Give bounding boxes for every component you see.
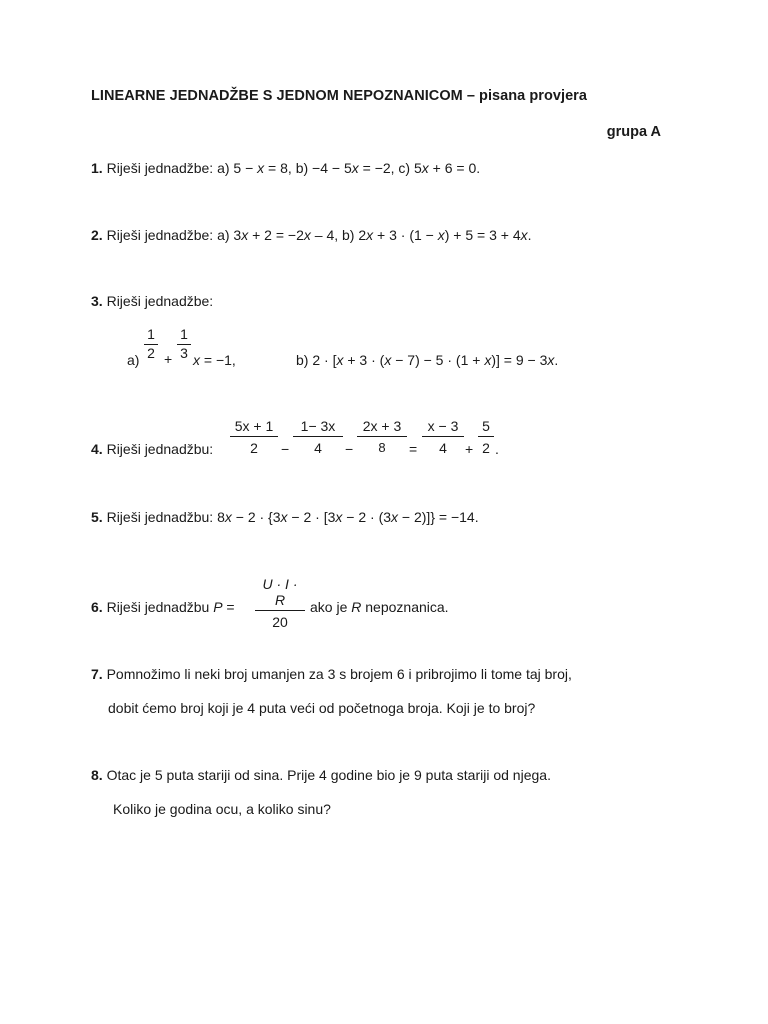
page-title: LINEARNE JEDNADŽBE S JEDNOM NEPOZNANICOM – pisana provjera xyxy=(91,88,587,104)
task-text: Otac je 5 puta stariji od sina. Prije 4 godine bio je 9 puta stariji od njega. xyxy=(106,767,551,783)
task-text: − 2 · [3 xyxy=(287,509,336,525)
fraction-denominator: 20 xyxy=(272,614,288,630)
task-text: = −1, xyxy=(200,352,236,368)
task-8-line-1 xyxy=(91,767,551,783)
task-text: ) + 5 = 3 + 4 xyxy=(444,227,521,243)
task-text: − 2)]} = −14. xyxy=(398,509,479,525)
variable: x xyxy=(303,227,311,243)
fraction-numerator: U · I · R xyxy=(262,576,298,608)
task-7-line-2: dobit ćemo broj koji je 4 puta veći od početnoga broja. Koji je to broj? xyxy=(108,700,536,716)
fraction-denominator: 2 xyxy=(147,345,155,361)
task-3 xyxy=(91,293,213,309)
task-6-rest xyxy=(310,599,449,615)
variable: x xyxy=(224,509,232,525)
minus-sign: − xyxy=(281,441,290,457)
equals-sign: = xyxy=(409,441,418,457)
task-text: )] = 9 − 3 xyxy=(491,352,548,368)
task-text: = xyxy=(222,599,235,615)
task-number: 6. xyxy=(91,599,103,615)
fraction-numerator: 1 xyxy=(180,326,188,342)
variable: x xyxy=(437,227,445,243)
fraction xyxy=(293,418,343,456)
task-2 xyxy=(91,227,532,243)
task-text: + 3 · (1 − xyxy=(373,227,438,243)
task-text: . xyxy=(527,227,532,243)
task-3b xyxy=(296,352,558,368)
variable: R xyxy=(351,599,362,615)
fraction-numerator: x − 3 xyxy=(427,418,459,434)
fraction xyxy=(357,418,407,456)
fraction-denominator: 8 xyxy=(378,440,386,455)
fraction xyxy=(422,418,464,456)
variable: x xyxy=(335,509,343,525)
fraction-numerator: 1− 3x xyxy=(300,418,336,434)
fraction-numerator: 5x + 1 xyxy=(234,418,274,434)
fraction xyxy=(255,576,305,630)
fraction xyxy=(144,326,158,361)
variable: x xyxy=(241,227,249,243)
task-number: 8. xyxy=(91,767,103,783)
fraction-numerator: 2x + 3 xyxy=(362,418,402,434)
fraction xyxy=(177,326,191,361)
variable: x xyxy=(193,352,200,368)
variable: x xyxy=(484,352,492,368)
period: . xyxy=(495,441,499,457)
task-text: b) 2 · [ xyxy=(296,352,337,368)
task-text: Riješi jednadžbe: a) 5 − xyxy=(106,160,258,176)
task-8-line-2: Koliko je godina ocu, a koliko sinu? xyxy=(113,801,331,817)
variable: x xyxy=(384,352,392,368)
variable: x xyxy=(547,352,555,368)
task-4 xyxy=(91,441,213,457)
fraction-denominator: 2 xyxy=(250,440,258,456)
task-text: + 2 = −2 xyxy=(248,227,304,243)
variable: x xyxy=(366,227,374,243)
variable: x xyxy=(391,509,399,525)
fraction-numerator: 1 xyxy=(147,326,155,342)
task-text: Riješi jednadžbu xyxy=(106,599,214,615)
task-text: – 4, b) 2 xyxy=(310,227,367,243)
fraction-denominator: 3 xyxy=(180,345,188,361)
fraction xyxy=(230,418,278,456)
task-number: 2. xyxy=(91,227,103,243)
task-text: Riješi jednadžbe: a) 3 xyxy=(106,227,242,243)
group-label: grupa A xyxy=(606,124,661,140)
plus-sign: + xyxy=(465,441,474,457)
variable: x xyxy=(336,352,344,368)
task-3a-rest xyxy=(193,352,236,368)
variable: x xyxy=(520,227,528,243)
task-1 xyxy=(91,160,480,176)
task-text: = −2, c) 5 xyxy=(358,160,422,176)
task-text: − 2 · (3 xyxy=(342,509,392,525)
task-text: = 8, b) −4 − 5 xyxy=(264,160,352,176)
task-text: Pomnožimo li neki broj umanjen za 3 s brojem 6 i pribrojimo li tome taj broj, xyxy=(106,666,572,682)
task-text: − 2 · {3 xyxy=(231,509,281,525)
task-text: Riješi jednadžbu: xyxy=(106,441,214,457)
plus-sign: + xyxy=(164,351,173,367)
fraction-denominator: 2 xyxy=(482,440,490,456)
task-text: Riješi jednadžbe: xyxy=(106,293,214,309)
variable: x xyxy=(280,509,288,525)
task-text: + 6 = 0. xyxy=(428,160,481,176)
task-7-line-1 xyxy=(91,666,572,682)
task-number: 7. xyxy=(91,666,103,682)
variable: x xyxy=(351,160,359,176)
task-number: 5. xyxy=(91,509,103,525)
task-number: 1. xyxy=(91,160,103,176)
task-6 xyxy=(91,599,235,615)
task-5 xyxy=(91,509,479,525)
fraction xyxy=(478,418,494,456)
task-number: 4. xyxy=(91,441,103,457)
fraction-numerator: 5 xyxy=(482,418,490,434)
task-text: ako je xyxy=(310,599,352,615)
fraction-denominator: 4 xyxy=(439,440,447,456)
variable: x xyxy=(257,160,265,176)
task-text: + 3 · ( xyxy=(343,352,385,368)
task-3a-label: a) xyxy=(127,352,140,368)
task-text: . xyxy=(554,352,559,368)
variable: x xyxy=(421,160,429,176)
task-number: 3. xyxy=(91,293,103,309)
task-text: − 7) − 5 · (1 + xyxy=(391,352,485,368)
task-text: nepoznanica. xyxy=(361,599,449,615)
fraction-denominator: 4 xyxy=(314,440,322,456)
task-text: Riješi jednadžbu: 8 xyxy=(106,509,225,525)
variable: P xyxy=(213,599,223,615)
minus-sign: − xyxy=(345,441,354,457)
